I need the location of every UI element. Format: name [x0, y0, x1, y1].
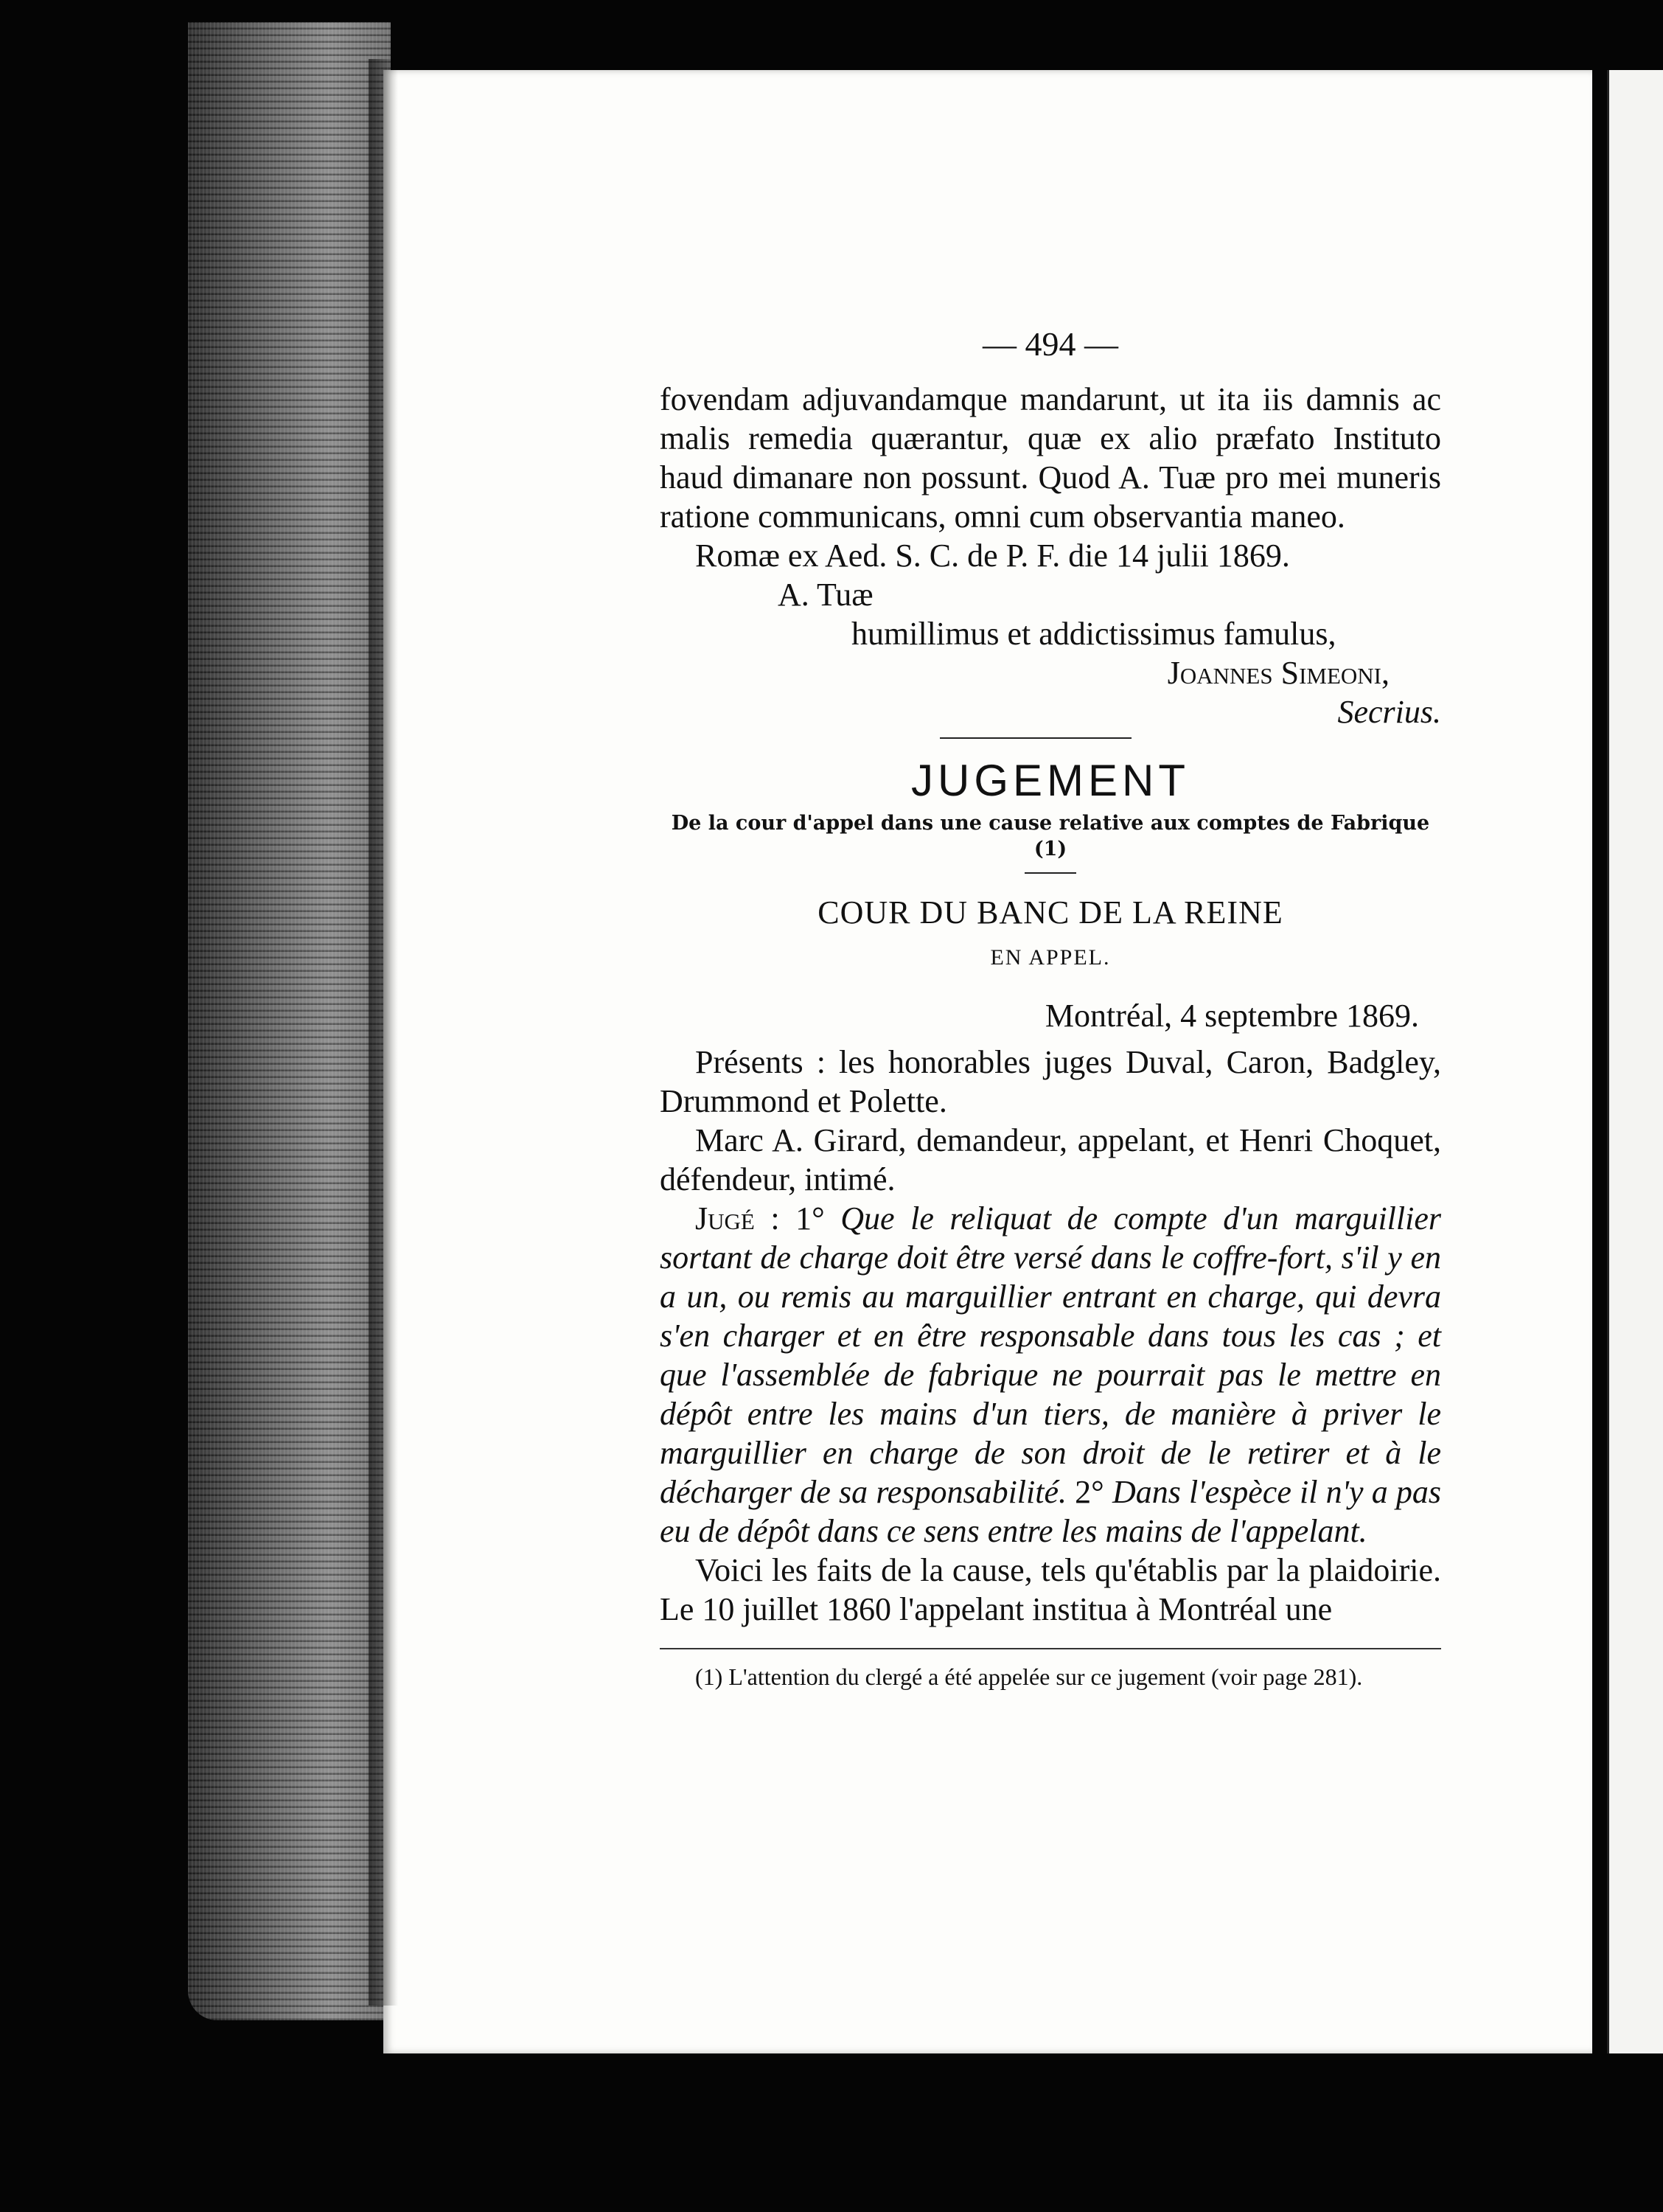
headnote [660, 1199, 1441, 1551]
page-text-block [660, 324, 1441, 1694]
court-title: COUR DU BANC DE LA REINE [817, 894, 1283, 931]
headnote-number-2: 2° [1075, 1474, 1104, 1510]
gutter-shadow [369, 59, 398, 2006]
book-page-edge [188, 22, 391, 2020]
footnote-rule [660, 1648, 1441, 1649]
parties: Marc A. Girard, demandeur, appelant, et Henri Choquet, défendeur, intimé. [660, 1122, 1441, 1197]
adjacent-page-edge [1607, 70, 1663, 2053]
headnote-label: Jugé : [695, 1200, 780, 1237]
signature-name: Joannes Simeoni, [1167, 655, 1390, 691]
footnote: (1) L'attention du clergé a été appelée sur ce jugement (voir page 281). [695, 1663, 1363, 1690]
headnote-text-1: Que le reliquat de compte d'un marguillier sortant de charge doit être versé dans le coffre-fort, s'il y en a un, ou remis au marguillier entrant en charge, qui devra s'en charger et en être responsable dans tous les cas ; et que l'assemblée de fabrique ne pourrait pas le mettre en dépôt entre les mains d'un tiers, de manière à priver le marguillier en charge de son droit de le retirer et à le décharger de sa responsabilité. [660, 1200, 1441, 1510]
facts-paragraph: Voici les faits de la cause, tels qu'établis par la plaidoirie. Le 10 juillet 1860 l'appelant institua à Montréal une [660, 1552, 1441, 1627]
letter-dateline: Romæ ex Aed. S. C. de P. F. die 14 julii 1869. [695, 538, 1290, 574]
letter-paragraph: fovendam adjuvandamque mandarunt, ut ita iis damnis ac malis remedia quærantur, quæ ex alio præfato Instituto haud dimanare non possunt. Quod A. Tuæ pro mei muneris ratione communicans, omni cum observantia maneo. [660, 381, 1441, 535]
section-divider [940, 737, 1132, 739]
signature-title: Secrius. [1337, 694, 1441, 730]
section-title: JUGEMENT [911, 756, 1190, 805]
headnote-text-2: Dans l'espèce il n'y a pas eu de dépôt dans ce sens entre les mains de l'appelant. [660, 1474, 1441, 1549]
short-divider [1025, 872, 1076, 874]
headnote-number-1: 1° [795, 1200, 825, 1237]
letter-closing-formula: humillimus et addictissimus famulus, [851, 616, 1336, 652]
page-number: — 494 — [983, 325, 1118, 363]
place-date: Montréal, 4 septembre 1869. [1045, 998, 1419, 1034]
letter-closing: A. Tuæ [778, 577, 874, 613]
section-subtitle: De la cour d'appel dans une cause relative aux comptes de Fabrique (1) [671, 812, 1430, 860]
court-subtitle: EN APPEL. [990, 945, 1111, 970]
present-judges: Présents : les honorables juges Duval, Caron, Badgley, Drummond et Polette. [660, 1044, 1441, 1119]
